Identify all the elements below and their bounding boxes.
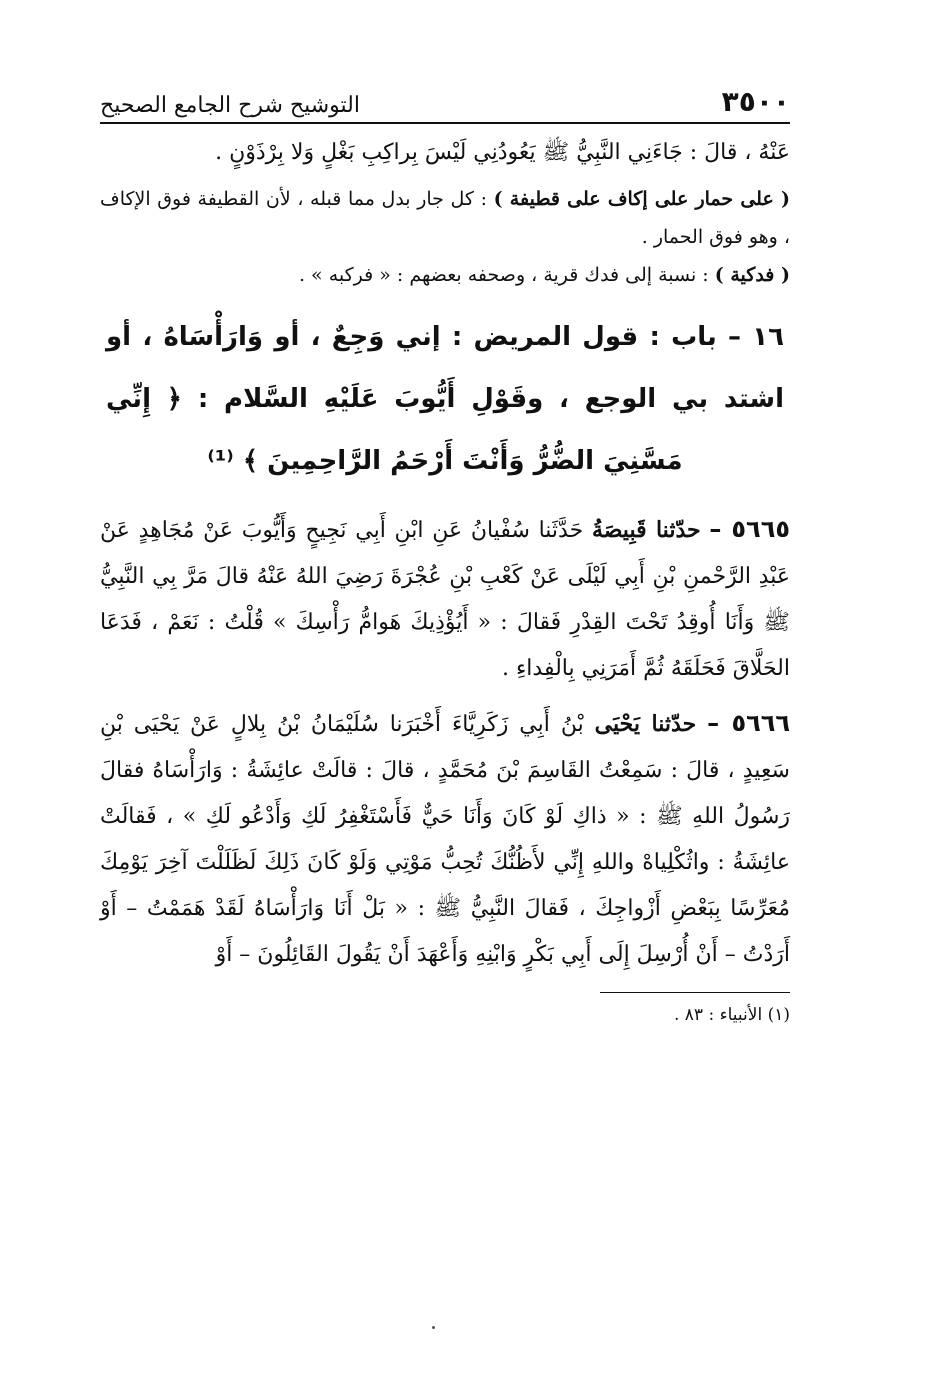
commentary-body: : كل جار بدل مما قبله ، لأن القطيفة فوق الإكاف ، وهو فوق الحمار . [100, 188, 790, 248]
commentary-term: ( فدكية ) [714, 264, 790, 286]
continuation-paragraph: عَنْهُ ، قالَ : جَاءَنِي النَّبِيُّ ﷺ يَعُودُنِي لَيْسَ بِراكِبِ بَغْلٍ وَلا بِرْذَوْنٍ . [215, 140, 790, 165]
chapter-heading: ١٦ – باب : قول المريض : إني وَجِعٌ ، أو وَارَأْسَاهُ ، أو اشتد بي الوجع ، وقَوْلِ أَيُّوبَ عَلَيْهِ السَّلام : ﴿ إِنِّي مَسَّنِيَ الضُّرُّ وَأَنْتَ أَرْحَمُ الرَّاحِمِينَ ﴾ ⁽¹⁾ [106, 322, 784, 476]
hadith-number: ٥٦٦٦ – [707, 709, 791, 737]
hadith-paragraph [100, 700, 790, 978]
book-page [100, 78, 790, 1029]
commentary-paragraph [100, 180, 790, 256]
hadith-isnad-lead: حدّثنا قَبِيصَةُ [591, 517, 701, 543]
page-header [100, 78, 790, 124]
footnote: (١) الأنبياء : ٨٣ . [673, 1005, 790, 1025]
page-speck [432, 1326, 435, 1329]
hadith-text: بْنُ أَبِي زَكَرِيَّاءَ أَخْبَرَنا سُلَيْمَانُ بْنُ بِلالٍ عَنْ يَحْيَى بْنِ سَعِيدٍ ، قالَ : سَمِعْتُ القَاسِمَ بْنَ مُحَمَّدٍ ، قالَ : قالَتْ عائِشَةُ : وَارَأْسَاهُ فقالَ رَسُولُ اللهِ ﷺ : « ذاكِ لَوْ كَانَ وَأَنَا حَيٌّ فَأَسْتَغْفِرُ لَكِ وَأَدْعُو لَكِ » ، فَقالَتْ عائِشَةُ : واثُكْلِياهْ واللهِ إِنِّي لأَظُنُّكَ تُحِبُّ مَوْتِي وَلَوْ كَانَ ذَلِكَ لَظَلَلْتَ آخِرَ يَوْمِكَ مُعَرِّسًا بِبَعْضِ أَزْواجِكَ ، فَقالَ النَّبِيُّ ﷺ : « بَلْ أَنَا وَارَأْسَاهُ لَقَدْ هَمَمْتُ – أَوْ أَرَدْتُ – أَنْ أُرْسِلَ إِلَى أَبِي بَكْرٍ وَابْنِهِ وَأَعْهَدَ أَنْ يَقُولَ القَائِلُونَ – أَوْ [100, 712, 790, 967]
running-title: التوشيح شرح الجامع الصحيح [100, 93, 360, 118]
footnote-divider [600, 992, 790, 993]
hadith-number: ٥٦٦٥ – [709, 515, 790, 543]
page-number: ٣٥٠٠ [721, 85, 790, 118]
hadith-text: حَدَّثَنا سُفْيانُ عَنِ ابْنِ أَبِي نَجِيحٍ وَأَيُّوبَ عَنْ مُجَاهِدٍ عَنْ عَبْدِ الرَّحْمنِ بْنِ أَبِي لَيْلَى عَنْ كَعْبِ بْنِ عُجْرَةَ رَضِيَ اللهُ عَنْهُ قالَ مَرَّ بِي النَّبِيُّ ﷺ وَأَنَا أُوقِدُ تَحْتَ القِدْرِ فَقالَ : « أَيُؤْذِيكَ هَوامُّ رَأْسِكَ » قُلْتُ : نَعَمْ ، فَدَعَا الحَلَّاقَ فَحَلَقَهُ ثُمَّ أَمَرَنِي بِالْفِداءِ . [100, 518, 790, 681]
commentary-term: ( على حمار على إكاف على قطيفة ) [493, 188, 790, 210]
hadith-isnad-lead: حدّثنا يَحْيَى [594, 711, 697, 737]
hadith-paragraph [100, 506, 790, 692]
commentary-paragraph [100, 256, 790, 294]
commentary-body: : نسبة إلى فدك قرية ، وصحفه بعضهم : « فركبه » . [298, 264, 709, 286]
